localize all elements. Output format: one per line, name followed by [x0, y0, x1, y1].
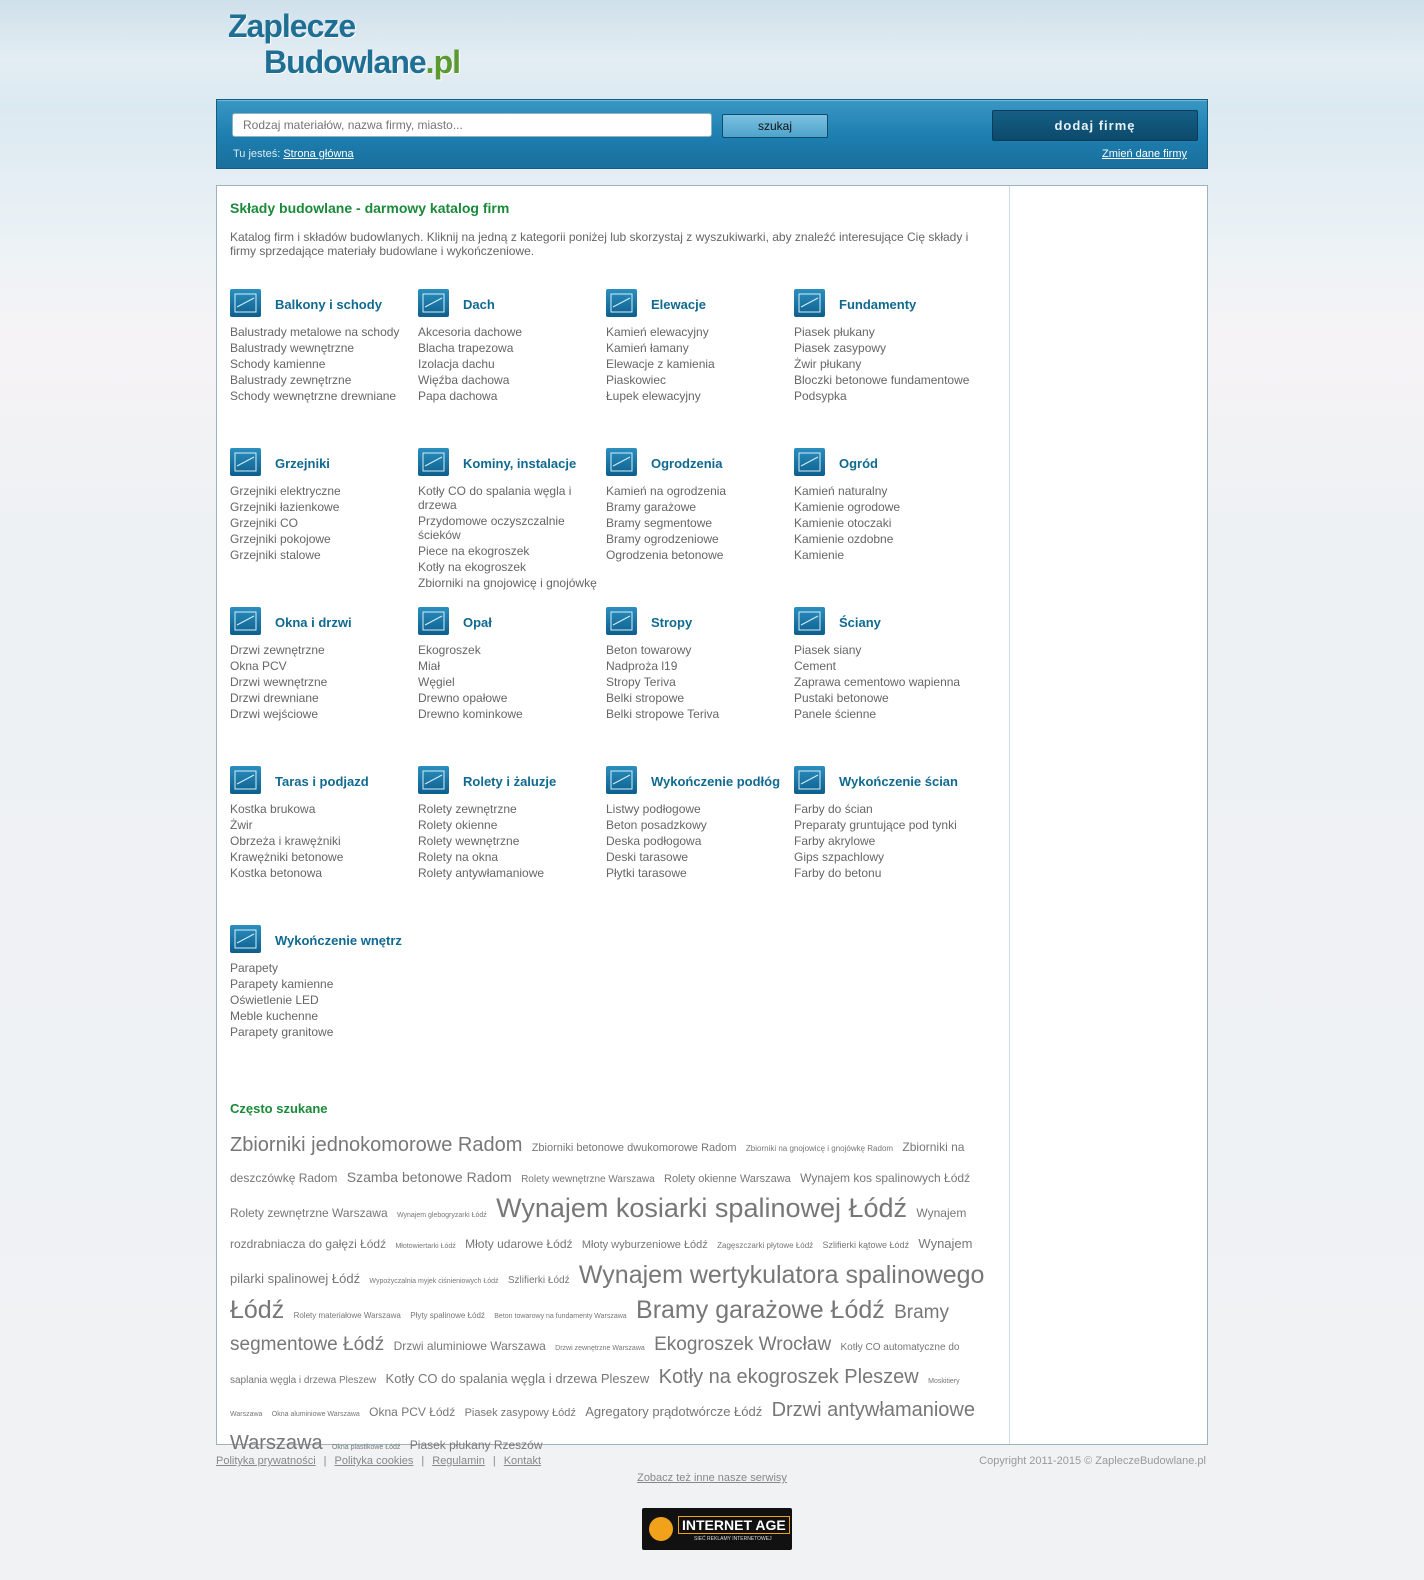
category-item-link[interactable]: Belki stropowe Teriva [606, 707, 720, 721]
often-searched-title: Często szukane [230, 1101, 328, 1116]
tag-link[interactable]: Wynajem kos spalinowych Łódź [800, 1171, 971, 1185]
category-item-link[interactable]: Obrzeża i krawężniki [230, 834, 341, 848]
category-item-link[interactable]: Grzejniki stalowe [230, 548, 321, 562]
category-head[interactable] [230, 448, 415, 478]
category-6 [606, 448, 791, 564]
category-item-link[interactable]: Kostka brukowa [230, 802, 316, 816]
category-head[interactable] [606, 289, 791, 319]
category-item-link[interactable]: Parapety granitowe [230, 1025, 334, 1039]
tag-link[interactable]: Młoty wyburzeniowe Łódź [581, 1239, 708, 1251]
category-item-link[interactable]: Zaprawa cementowo wapienna [794, 675, 961, 689]
category-item-link[interactable]: Piasek siany [794, 643, 862, 657]
category-items [418, 484, 603, 590]
category-item-link[interactable]: Meble kuchenne [230, 1009, 319, 1023]
category-item-link[interactable]: Kotły CO do spalania węgla i drzewa [418, 484, 572, 512]
category-item-link[interactable]: Kamień naturalny [794, 484, 888, 498]
category-head[interactable] [606, 448, 791, 478]
other-services [0, 1472, 1424, 1484]
category-15 [794, 766, 979, 882]
category-item-link[interactable]: Rolety na okna [418, 850, 499, 864]
category-item-link[interactable]: Okna PCV [230, 659, 287, 673]
tag-link[interactable]: Okna aluminiowe Warszawa [271, 1411, 360, 1418]
other-services-link[interactable]: Zobacz też inne nasze serwisy [637, 1472, 787, 1484]
tag-link[interactable]: Wypożyczalnia myjek ciśnieniowych Łódź [369, 1278, 499, 1285]
radiator-icon [230, 448, 261, 476]
tag-link[interactable]: Młotowiertarki Łódź [395, 1243, 456, 1250]
category-item-link[interactable]: Piaskowiec [606, 373, 667, 387]
category-head[interactable] [230, 607, 415, 637]
category-item-link[interactable]: Deska podłogowa [606, 834, 702, 848]
tag-link[interactable]: Szlifierki kątowe Łódź [822, 1240, 910, 1250]
ceiling-icon [606, 607, 637, 635]
category-item-link[interactable]: Bramy ogrodzeniowe [606, 532, 719, 546]
category-head[interactable] [230, 925, 415, 955]
category-item-link[interactable]: Balustrady zewnętrzne [230, 373, 352, 387]
category-item-link[interactable]: Rolety okienne [418, 818, 498, 832]
category-item-link[interactable]: Rolety wewnętrzne [418, 834, 520, 848]
breadcrumb-home-link[interactable]: Strona główna [283, 148, 354, 160]
category-item-link[interactable]: Farby do betonu [794, 866, 882, 880]
tag-link[interactable]: Agregatory prądotwórcze Łódź [585, 1404, 763, 1419]
search-input[interactable] [232, 113, 712, 137]
footer-link[interactable]: Kontakt [503, 1455, 542, 1467]
category-item-link[interactable]: Nadproża l19 [606, 659, 678, 673]
category-item-link[interactable]: Rolety antywłamaniowe [418, 866, 545, 880]
category-item-link[interactable]: Ekogroszek [418, 643, 481, 657]
category-item-link[interactable]: Izolacja dachu [418, 357, 495, 371]
category-item-link[interactable]: Łupek elewacyjny [606, 389, 701, 403]
category-items [418, 802, 603, 880]
category-name[interactable]: Taras i podjazd [275, 774, 369, 789]
category-item-link[interactable]: Rolety zewnętrzne [418, 802, 517, 816]
category-item-link[interactable]: Parapety kamienne [230, 977, 334, 991]
tag-link[interactable]: Piasek zasypowy Łódź [464, 1407, 576, 1419]
category-item-link[interactable]: Bramy segmentowe [606, 516, 713, 530]
category-item-link[interactable]: Elewacje z kamienia [606, 357, 715, 371]
badge-subtitle: SIEĆ REKLAMY INTERNETOWEJ [694, 1536, 772, 1542]
change-company-data-link[interactable]: Zmień dane firmy [1102, 148, 1187, 160]
category-item-link[interactable]: Zbiorniki na gnojowicę i gnojówkę [418, 576, 597, 590]
tag-link[interactable]: Kotły na ekogroszek Pleszew [658, 1366, 919, 1388]
wall-icon [794, 607, 825, 635]
category-items [418, 325, 603, 403]
category-14 [606, 766, 791, 882]
tag-link[interactable]: Młoty udarowe Łódź [465, 1237, 573, 1251]
logo-line2: Budowlane.pl [264, 44, 460, 80]
tag-link[interactable]: Kotły CO automatyczne do saplania węgla i drzewa Pleszew [230, 1342, 960, 1386]
internet-age-badge[interactable] [642, 1508, 792, 1550]
tag-link[interactable]: Rolety zewnętrzne Warszawa [230, 1206, 388, 1220]
tag-cloud [230, 1131, 995, 1462]
category-name[interactable]: Wykończenie ścian [839, 774, 958, 789]
category-item-link[interactable]: Panele ścienne [794, 707, 877, 721]
category-head[interactable] [418, 448, 603, 478]
category-item-link[interactable]: Piasek płukany [794, 325, 875, 339]
footer-link[interactable]: Regulamin [432, 1455, 485, 1467]
category-16 [230, 925, 415, 1041]
category-name[interactable]: Okna i drzwi [275, 615, 352, 630]
category-items [230, 643, 415, 721]
tag-link[interactable]: Wynajem glebogryzarki Łódź [396, 1212, 487, 1219]
tag-link[interactable]: Wynajem rozdrabniacza do gałęzi Łódź [230, 1206, 967, 1251]
copyright: Copyright 2011-2015 © ZapleczeBudowlane.pl [979, 1455, 1206, 1467]
bath-icon [230, 925, 261, 953]
tag-link[interactable]: Okna plastikowe Łódź [331, 1444, 401, 1451]
category-1 [418, 289, 603, 405]
category-item-link[interactable]: Kamienie ozdobne [794, 532, 894, 546]
category-items [794, 802, 979, 880]
stairs-icon [230, 289, 261, 317]
category-name[interactable]: Elewacje [651, 297, 706, 312]
tree-icon [794, 448, 825, 476]
category-items [418, 643, 603, 721]
tag-link[interactable]: Wynajem pilarki spalinowej Łódź [230, 1236, 973, 1286]
category-item-link[interactable]: Żwir płukany [794, 357, 862, 371]
door-icon [230, 607, 261, 635]
category-name[interactable]: Stropy [651, 615, 693, 630]
tag-link[interactable]: Bramy segmentowe Łódź [230, 1302, 950, 1355]
category-item-link[interactable]: Schody kamienne [230, 357, 326, 371]
category-item-link[interactable]: Krawężniki betonowe [230, 850, 344, 864]
tag-link[interactable]: Kotły CO do spalania węgla i drzewa Pleszew [385, 1371, 650, 1386]
tag-link[interactable]: Moskitiery Warszawa [230, 1378, 960, 1418]
category-items [606, 325, 791, 403]
category-item-link[interactable]: Węgiel [418, 675, 455, 689]
category-items [794, 325, 979, 403]
pipes-icon [418, 448, 449, 476]
category-head[interactable] [230, 766, 415, 796]
page-title: Składy budowlane - darmowy katalog firm [230, 200, 510, 216]
footer [216, 1455, 1206, 1467]
tag-link[interactable]: Okna PCV Łódź [369, 1405, 456, 1419]
coal-icon [418, 607, 449, 635]
category-item-link[interactable]: Oświetlenie LED [230, 993, 319, 1007]
footer-links [216, 1455, 541, 1467]
floor-icon [606, 766, 637, 794]
category-item-link[interactable]: Papa dachowa [418, 389, 498, 403]
category-7 [794, 448, 979, 564]
category-head[interactable] [230, 289, 415, 319]
category-item-link[interactable]: Miał [418, 659, 441, 673]
tag-link[interactable]: Zbiorniki na gnojowicę i gnojówkę Radom [745, 1144, 894, 1153]
tag-link[interactable]: Rolety wewnętrzne Warszawa [521, 1174, 655, 1185]
category-name[interactable]: Fundamenty [839, 297, 917, 312]
category-item-link[interactable]: Żwir [230, 818, 253, 832]
category-name[interactable]: Grzejniki [275, 456, 330, 471]
category-item-link[interactable]: Beton towarowy [606, 643, 692, 657]
blinds-icon [418, 766, 449, 794]
category-items [230, 802, 415, 880]
category-name[interactable]: Wykończenie podłóg [651, 774, 781, 789]
category-head[interactable] [794, 607, 979, 637]
tag-link[interactable]: Rolety materiałowe Warszawa [293, 1311, 401, 1320]
fence-icon [606, 448, 637, 476]
tag-link[interactable]: Zagęszczarki płytowe Łódź [717, 1241, 814, 1250]
footer-separator: | [323, 1455, 327, 1467]
category-head[interactable] [794, 766, 979, 796]
category-items [606, 484, 791, 562]
terrace-icon [230, 766, 261, 794]
tag-link[interactable]: Drzwi aluminiowe Warszawa [393, 1339, 546, 1353]
tag-link[interactable]: Płyty spalinowe Łódź [410, 1311, 485, 1320]
category-name[interactable]: Ogrodzenia [651, 456, 723, 471]
category-items [606, 802, 791, 880]
category-item-link[interactable]: Balustrady metalowe na schody [230, 325, 400, 339]
category-item-link[interactable]: Kamienie otoczaki [794, 516, 892, 530]
category-item-link[interactable]: Drewno kominkowe [418, 707, 523, 721]
internet-age-logo-icon [649, 1517, 673, 1541]
category-11 [794, 607, 979, 723]
category-item-link[interactable]: Grzejniki CO [230, 516, 299, 530]
tag-link[interactable]: Drzwi antywłamaniowe Warszawa [230, 1399, 975, 1454]
site-logo[interactable] [226, 6, 466, 84]
category-item-link[interactable]: Blacha trapezowa [418, 341, 514, 355]
category-item-link[interactable]: Grzejniki pokojowe [230, 532, 331, 546]
category-item-link[interactable]: Farby do ścian [794, 802, 873, 816]
category-head[interactable] [606, 766, 791, 796]
tag-link[interactable]: Zbiorniki jednokomorowe Radom [230, 1134, 523, 1156]
category-5 [418, 448, 603, 592]
category-item-link[interactable]: Parapety [230, 961, 279, 975]
category-item-link[interactable]: Bramy garażowe [606, 500, 697, 514]
category-item-link[interactable]: Kamienie ogrodowe [794, 500, 901, 514]
breadcrumb: Tu jesteś: Strona główna [233, 148, 354, 160]
footer-separator: | [492, 1455, 496, 1467]
category-item-link[interactable]: Kamień łamany [606, 341, 689, 355]
category-item-link[interactable]: Cement [794, 659, 837, 673]
category-12 [230, 766, 415, 882]
tag-link[interactable]: Bramy garażowe Łódź [636, 1296, 885, 1324]
category-item-link[interactable]: Belki stropowe [606, 691, 685, 705]
category-item-link[interactable]: Pustaki betonowe [794, 691, 889, 705]
category-items [606, 643, 791, 721]
category-item-link[interactable]: Ogrodzenia betonowe [606, 548, 724, 562]
category-10 [606, 607, 791, 723]
category-name[interactable]: Dach [463, 297, 495, 312]
category-item-link[interactable]: Przydomowe oczyszczalnie ścieków [418, 514, 565, 542]
main-content [216, 185, 1208, 1454]
badge-title: INTERNET AGE [678, 1516, 790, 1534]
paint-icon [794, 766, 825, 794]
tag-link[interactable]: Zbiorniki betonowe dwukomorowe Radom [531, 1142, 737, 1154]
tag-link[interactable]: Wynajem kosiarki spalinowej Łódź [496, 1193, 908, 1223]
category-item-link[interactable]: Balustrady wewnętrzne [230, 341, 355, 355]
tag-link[interactable]: Ekogroszek Wrocław [654, 1334, 832, 1355]
category-head[interactable] [794, 289, 979, 319]
category-item-link[interactable]: Schody wewnętrzne drewniane [230, 389, 397, 403]
tag-link[interactable]: Drzwi zewnętrzne Warszawa [555, 1345, 645, 1352]
category-item-link[interactable]: Kamień elewacyjny [606, 325, 709, 339]
category-item-link[interactable]: Deski tarasowe [606, 850, 689, 864]
category-items [230, 961, 415, 1039]
category-item-link[interactable]: Grzejniki łazienkowe [230, 500, 340, 514]
category-item-link[interactable]: Akcesoria dachowe [418, 325, 523, 339]
tag-link[interactable]: Zbiorniki na deszczówkę Radom [230, 1140, 965, 1185]
category-item-link[interactable]: Płytki tarasowe [606, 866, 687, 880]
category-item-link[interactable]: Drzwi zewnętrzne [230, 643, 325, 657]
category-name[interactable]: Rolety i żaluzje [463, 774, 557, 789]
category-13 [418, 766, 603, 882]
house-icon [606, 289, 637, 317]
grid-icon [794, 289, 825, 317]
category-item-link[interactable]: Stropy Teriva [606, 675, 676, 689]
category-item-link[interactable]: Kamień na ogrodzenia [606, 484, 727, 498]
tag-link[interactable]: Szamba betonowe Radom [346, 1169, 512, 1185]
roof-icon [418, 289, 449, 317]
category-item-link[interactable]: Preparaty gruntujące pod tynki [794, 818, 957, 832]
category-item-link[interactable]: Drzwi drewniane [230, 691, 319, 705]
category-item-link[interactable]: Drzwi wejściowe [230, 707, 319, 721]
category-item-link[interactable]: Kotły na ekogroszek [418, 560, 527, 574]
category-item-link[interactable]: Drzwi wewnętrzne [230, 675, 328, 689]
category-name[interactable]: Opał [463, 615, 492, 630]
category-head[interactable] [606, 607, 791, 637]
column-divider [1009, 186, 1010, 1444]
logo-line1: Zaplecze [228, 8, 356, 44]
footer-separator: | [421, 1455, 425, 1467]
category-item-link[interactable]: Piece na ekogroszek [418, 544, 530, 558]
category-item-link[interactable]: Beton posadzkowy [606, 818, 707, 832]
category-head[interactable] [794, 448, 979, 478]
category-4 [230, 448, 415, 564]
category-item-link[interactable]: Więźba dachowa [418, 373, 510, 387]
tag-link[interactable]: Rolety okienne Warszawa [664, 1173, 791, 1185]
category-head[interactable] [418, 766, 603, 796]
category-0 [230, 289, 415, 405]
category-name[interactable]: Wykończenie wnętrz [275, 933, 402, 948]
footer-link[interactable]: Polityka prywatności [216, 1455, 316, 1467]
category-item-link[interactable]: Farby akrylowe [794, 834, 876, 848]
category-name[interactable]: Ściany [839, 615, 881, 630]
category-name[interactable]: Balkony i schody [275, 297, 382, 312]
category-item-link[interactable]: Kostka betonowa [230, 866, 323, 880]
tag-link[interactable]: Wynajem wertykulatora spalinowego Łódź [230, 1261, 985, 1324]
tag-link[interactable]: Piasek płukany Rzeszów [409, 1438, 543, 1452]
search-bar [216, 99, 1208, 169]
category-item-link[interactable]: Drewno opałowe [418, 691, 508, 705]
category-item-link[interactable]: Podsypka [794, 389, 847, 403]
category-items [794, 484, 979, 562]
category-8 [230, 607, 415, 723]
category-item-link[interactable]: Bloczki betonowe fundamentowe [794, 373, 970, 387]
category-2 [606, 289, 791, 405]
category-item-link[interactable]: Piasek zasypowy [794, 341, 887, 355]
footer-link[interactable]: Polityka cookies [334, 1455, 414, 1467]
category-head[interactable] [418, 607, 603, 637]
category-head[interactable] [418, 289, 603, 319]
category-name[interactable]: Ogród [839, 456, 878, 471]
category-item-link[interactable]: Listwy podłogowe [606, 802, 701, 816]
category-9 [418, 607, 603, 723]
category-item-link[interactable]: Grzejniki elektryczne [230, 484, 341, 498]
category-items [230, 484, 415, 562]
category-items [230, 325, 415, 403]
category-name[interactable]: Kominy, instalacje [463, 456, 577, 471]
tag-link[interactable]: Szlifierki Łódź [507, 1275, 570, 1286]
tag-link[interactable]: Beton towarowy na fundamenty Warszawa [494, 1313, 627, 1320]
category-items [794, 643, 979, 721]
intro-text: Katalog firm i składów budowlanych. Kliknij na jedną z kategorii poniżej lub skorzystaj z wyszukiwarki, aby znaleźć interesujące Cię składy i firmy sprzedające materiały budowlane i wykończeniowe. [230, 230, 969, 258]
search-button[interactable]: szukaj [722, 114, 828, 138]
category-item-link[interactable]: Gips szpachlowy [794, 850, 885, 864]
category-item-link[interactable]: Kamienie [794, 548, 845, 562]
category-3 [794, 289, 979, 405]
add-company-button[interactable]: dodaj firmę [992, 110, 1198, 141]
